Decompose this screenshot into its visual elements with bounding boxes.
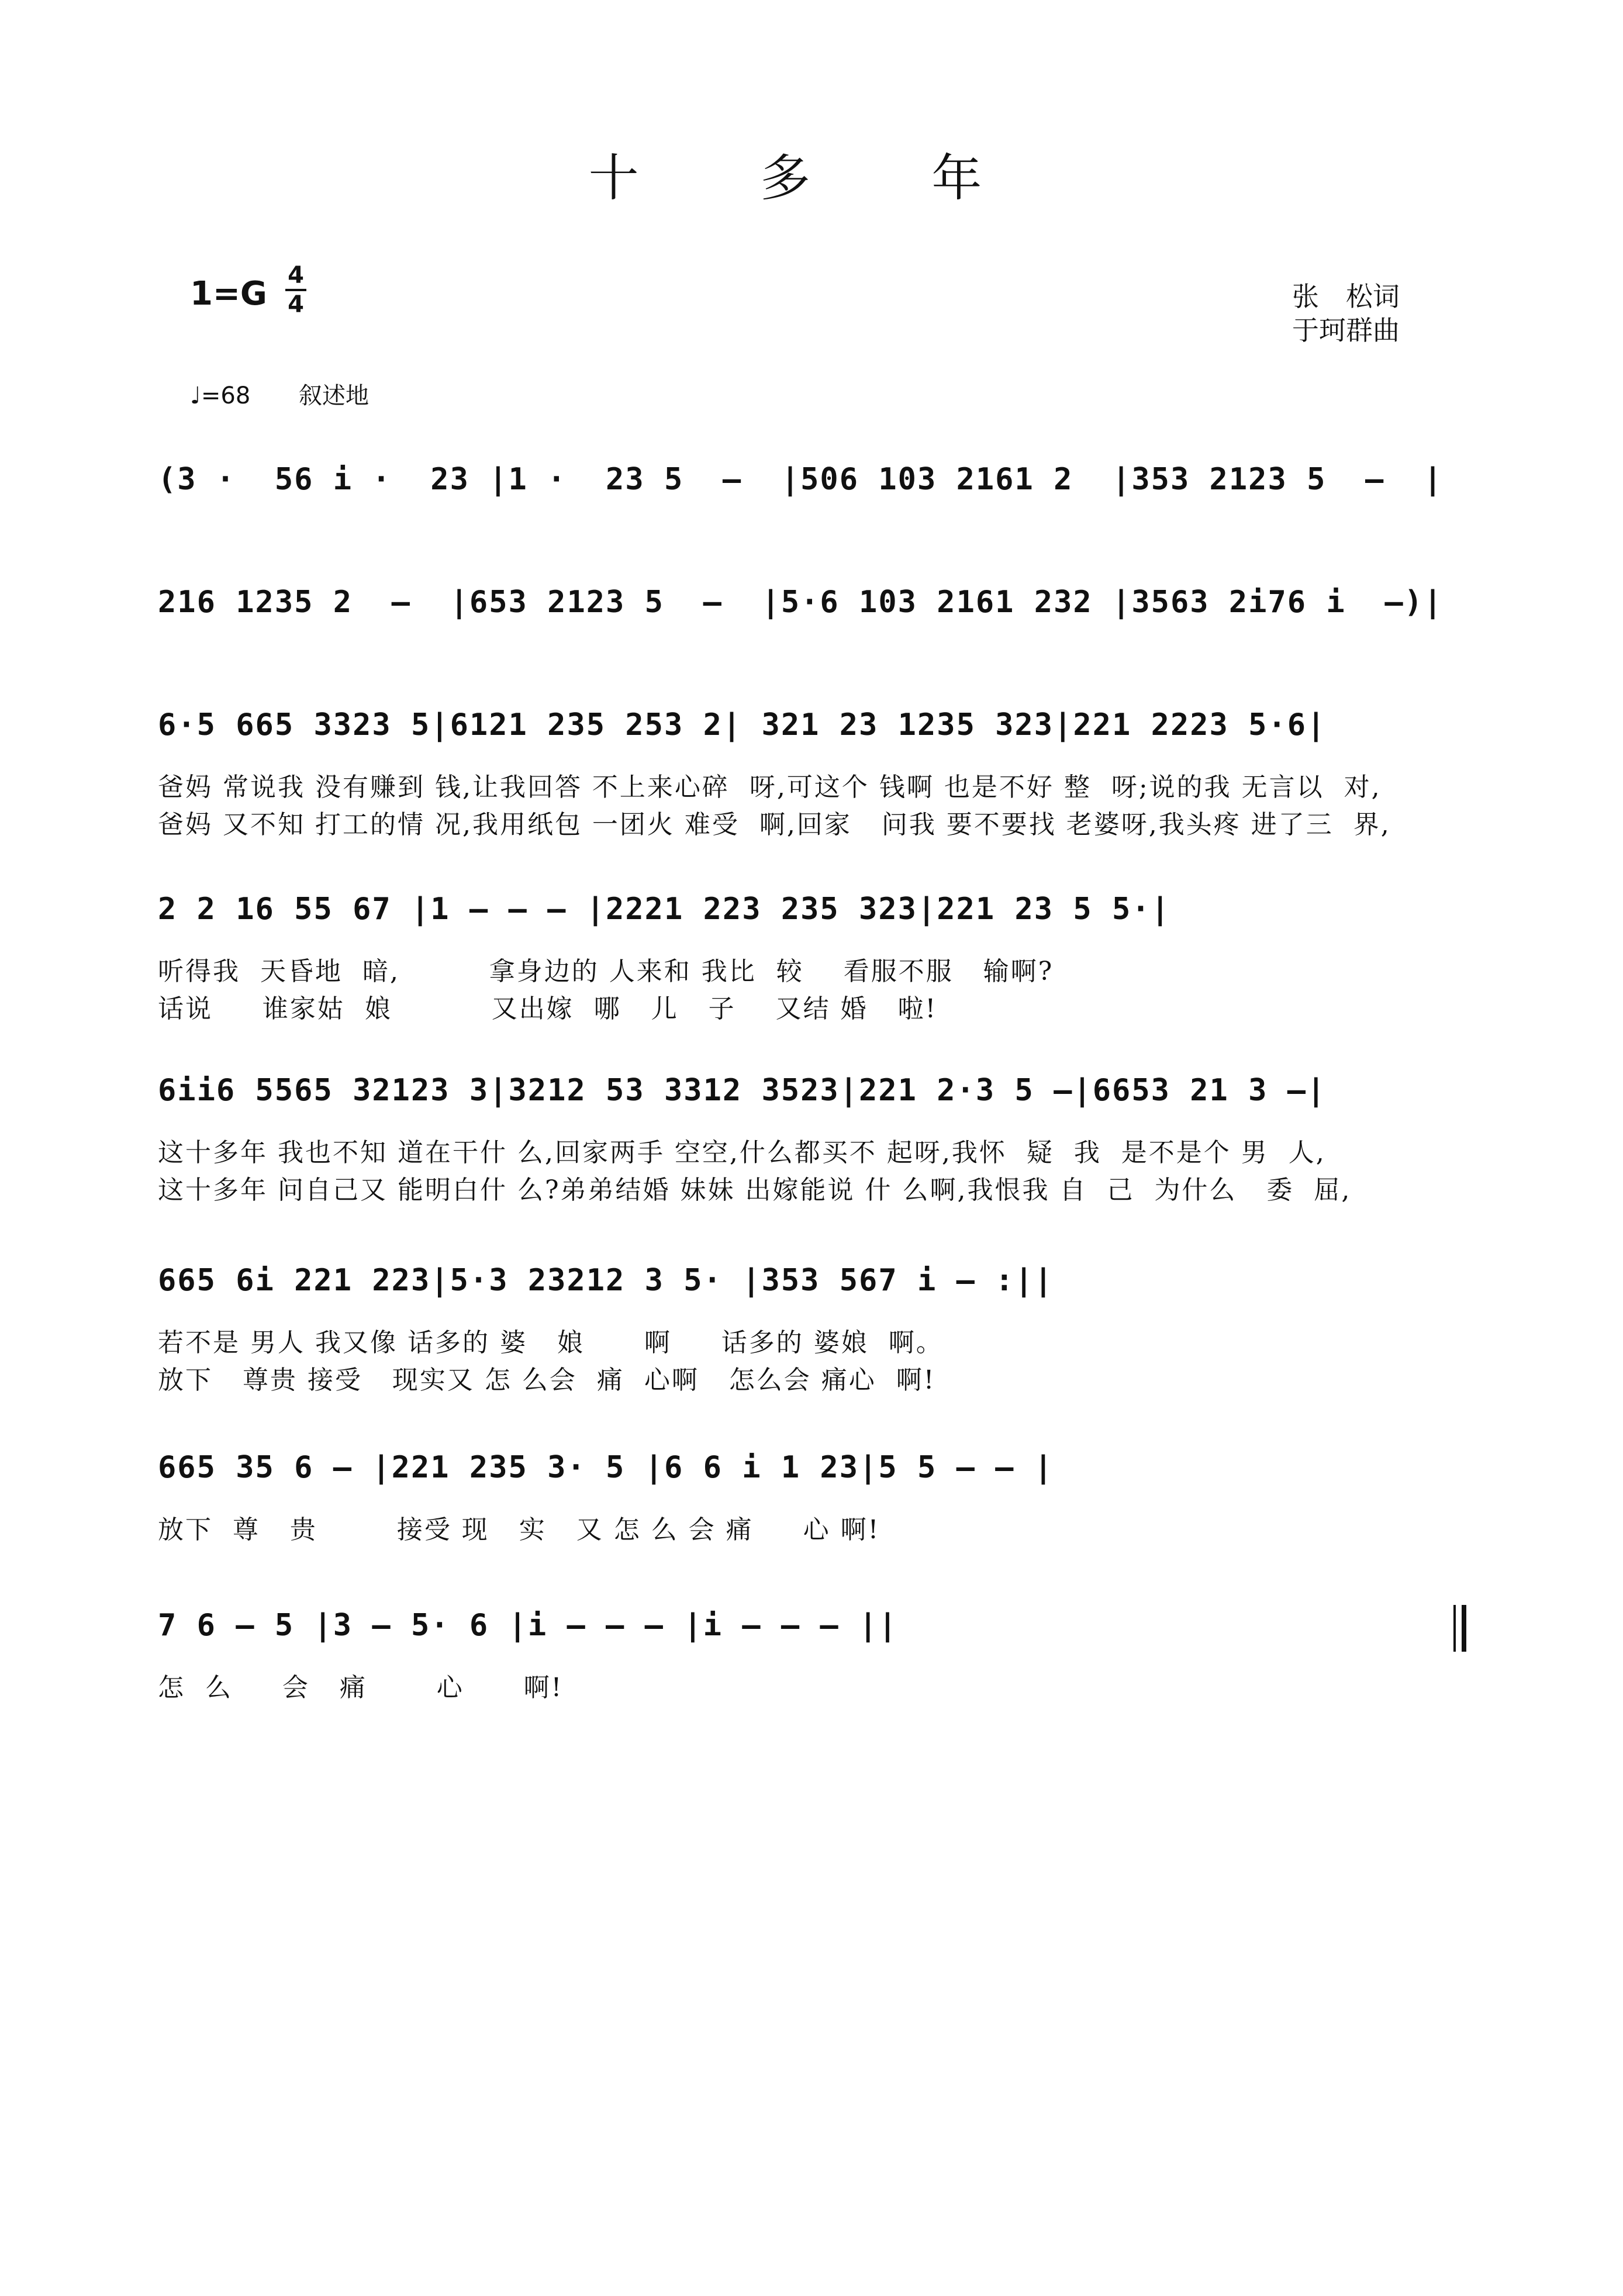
notation-line: 6ii6 5565 32123 3|3212 53 3312 3523|221 2·3 5 –|6653 21 3 –|: [158, 1073, 1327, 1108]
time-signature-top: 4: [288, 262, 304, 289]
score-row-5: [158, 1073, 1467, 1206]
notation-line: 216 1235 2 – |653 2123 5 – |5·6 103 2161 232 |3563 2i76 i –)|: [158, 585, 1444, 620]
score-row-8: [158, 1608, 1467, 1704]
lyric-line-1: 爸妈 常说我 没有赚到 钱,让我回答 不上来心碎 呀,可这个 钱啊 也是不好 整 呀;说的我 无言以 对,: [158, 772, 1382, 802]
notation-line: (3 · 56 i · 23 |1 · 23 5 – |506 103 2161 2 |353 2123 5 – |: [158, 462, 1444, 497]
lyric-line-2: 放下 尊贵 接受 现实又 怎 么会 痛 心啊 怎么会 痛心 啊!: [158, 1365, 936, 1395]
lyric-line-1: 怎 么 会 痛 心 啊!: [158, 1673, 564, 1703]
key-signature: 1=G: [190, 275, 267, 313]
lyric-line-2: 话说 谁家姑 娘 又出嫁 哪 儿 子 又结 婚 啦!: [158, 994, 938, 1024]
final-barline: [1453, 1605, 1456, 1652]
score-row-4: [158, 892, 1467, 1025]
song-title: 十 多 年: [588, 149, 1035, 208]
lyric-line-1: 若不是 男人 我又像 话多的 婆 娘 啊 话多的 婆娘 啊。: [158, 1328, 944, 1358]
tempo-expression: 叙述地: [299, 382, 369, 409]
score-row-1: [158, 462, 1467, 497]
lyric-line-1: 这十多年 我也不知 道在干什 么,回家两手 空空,什么都买不 起呀,我怀 疑 我 是不是个 男 人,: [158, 1138, 1326, 1168]
lyric-line-1: 放下 尊 贵 接受 现 实 又 怎 么 会 痛 心 啊!: [158, 1515, 880, 1545]
score-row-2: [158, 585, 1467, 620]
notation-line: 7 6 – 5 |3 – 5· 6 |i – – – |i – – – ||: [158, 1608, 898, 1643]
lyric-line-1: 听得我 天昏地 暗, 拿身边的 人来和 我比 较 看服不服 输啊?: [158, 957, 1054, 986]
notation-line: 665 6i 221 223|5·3 23212 3 5· |353 567 i – :||: [158, 1263, 1054, 1298]
lyric-line-2: 爸妈 又不知 打工的情 况,我用纸包 一团火 难受 啊,回家 问我 要不要找 老婆呀,我头疼 进了三 界,: [158, 810, 1391, 840]
tempo-marking: [190, 377, 410, 410]
lyric-line-2: 这十多年 问自己又 能明白什 么?弟弟结婚 妹妹 出嫁能说 什 么啊,我恨我 自 己 为什么 委 屈,: [158, 1175, 1352, 1205]
notation-line: 665 35 6 – |221 235 3· 5 |6 6 i 1 23|5 5 – – |: [158, 1450, 1054, 1485]
notation-line: 6·5 665 3323 5|6121 235 253 2| 321 23 1235 323|221 2223 5·6|: [158, 707, 1327, 743]
time-signature: [285, 263, 306, 317]
score-row-3: [158, 707, 1467, 841]
final-barline-thick: [1462, 1605, 1466, 1652]
lyricist-credit: 张 松词: [1292, 281, 1400, 312]
credits: [1292, 279, 1400, 347]
time-signature-bottom: 4: [288, 291, 304, 318]
notation-line: 2 2 16 55 67 |1 – – – |2221 223 235 323|221 23 5 5·|: [158, 892, 1170, 927]
score-row-6: [158, 1263, 1467, 1396]
score-row-7: [158, 1450, 1467, 1546]
composer-credit: 于珂群曲: [1292, 315, 1400, 346]
tempo-bpm: ♩=68: [190, 382, 251, 409]
